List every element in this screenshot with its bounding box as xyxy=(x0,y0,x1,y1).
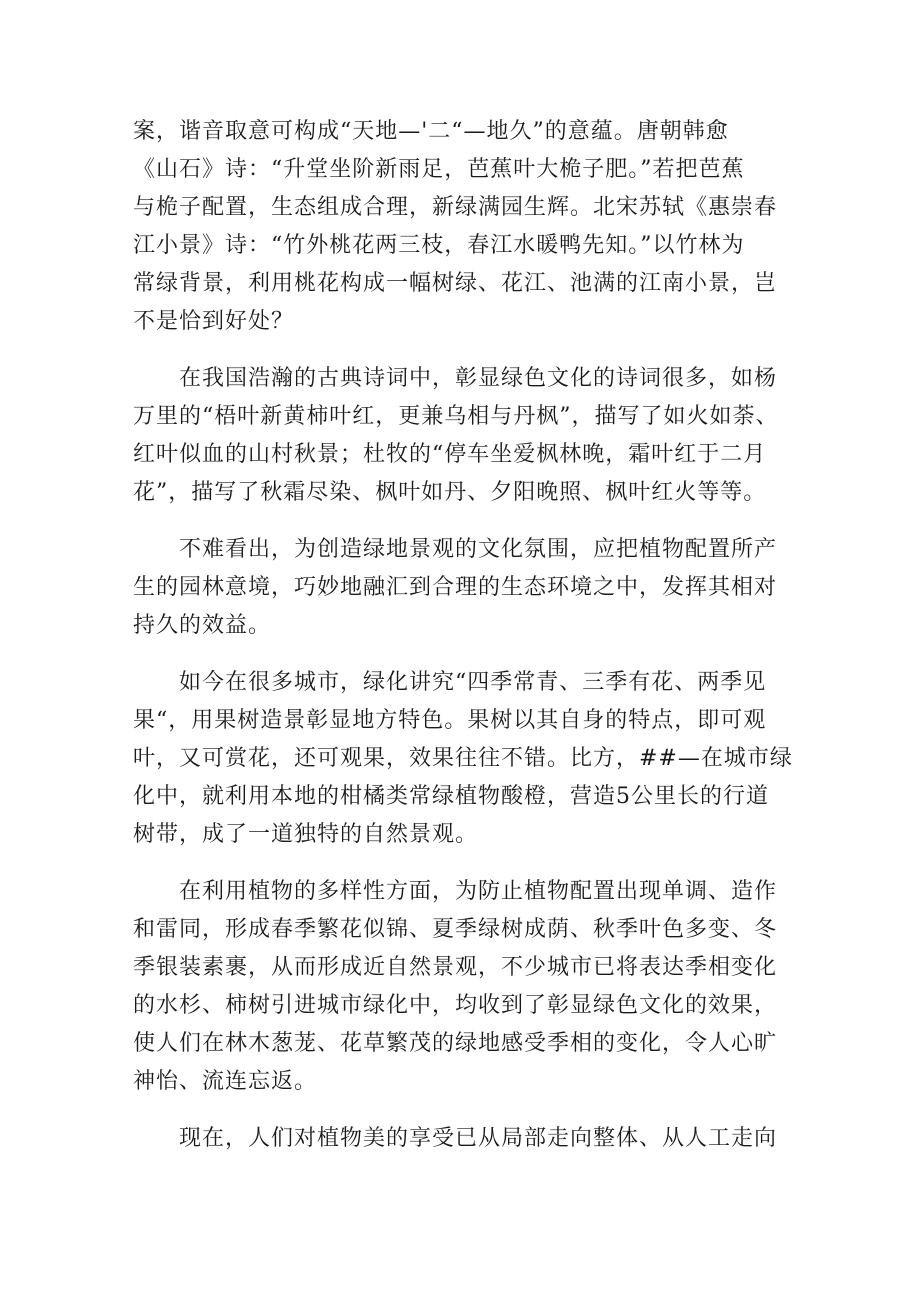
text-line: 持久的效益。 xyxy=(133,613,272,638)
text-line: 在利用植物的多样性方面，为防止植物配置出现单调、造作 xyxy=(179,879,778,904)
text-line: 的水杉、柿树引进城市绿化中，均收到了彰显绿色文化的效果， xyxy=(133,993,778,1018)
text-line: 不难看出，为创造绿地景观的文化氛围，应把植物配置所产 xyxy=(179,537,778,562)
paragraph-6 xyxy=(133,1120,793,1158)
text-line: 案，谐音取意可构成“天地—'二“—地久”的意蕴。唐朝韩愈 xyxy=(133,119,729,144)
paragraph-2 xyxy=(133,360,793,512)
text-line: 使人们在林木葱茏、花草繁茂的绿地感受季相的变化，令人心旷 xyxy=(133,1031,778,1056)
text-line: 现在，人们对植物美的享受已从局部走向整体、从人工走向 xyxy=(179,1126,778,1151)
text-line: 在我国浩瀚的古典诗词中，彰显绿色文化的诗词很多，如杨 xyxy=(179,366,778,391)
text-line: 《山石》诗：“升堂坐阶新雨足，芭蕉叶大桅子肥。”若把芭蕉 xyxy=(133,157,745,182)
paragraph-1 xyxy=(133,113,793,341)
text-line: 与桅子配置，生态组成合理，新绿满园生辉。北宋苏轼《惠崇春 xyxy=(133,195,778,220)
text-line: 不是恰到好处？ xyxy=(133,309,295,334)
document-body xyxy=(133,113,793,1158)
text-line: 叶，又可赏花，还可观果，效果往往不错。比方，##—在城市绿 xyxy=(133,746,793,771)
paragraph-3 xyxy=(133,531,793,645)
paragraph-5 xyxy=(133,873,793,1101)
text-line: 树带，成了一道独特的自然景观。 xyxy=(133,822,479,847)
text-line: 如今在很多城市，绿化讲究“四季常青、三季有花、两季见 xyxy=(179,670,767,695)
text-line: 江小景》诗：“竹外桃花两三枝，春江水暖鸭先知。”以竹林为 xyxy=(133,233,745,258)
text-line: 万里的“梧叶新黄柿叶红，更兼乌相与丹枫”，描写了如火如荼、 xyxy=(133,404,779,429)
text-line: 和雷同，形成春季繁花似锦、夏季绿树成荫、秋季叶色多变、冬 xyxy=(133,917,778,942)
text-line: 季银装素裹，从而形成近自然景观，不少城市已将表达季相变化 xyxy=(133,955,778,980)
text-line: 果“，用果树造景彰显地方特色。果树以其自身的特点，即可观 xyxy=(133,708,767,733)
text-line: 化中，就利用本地的柑橘类常绿植物酸橙，营造5公里长的行道 xyxy=(133,784,769,809)
text-line: 花”，描写了秋霜尽染、枫叶如丹、夕阳晚照、枫叶红火等等。 xyxy=(133,480,767,505)
text-line: 常绿背景，利用桃花构成一幅树绿、花江、池满的江南小景，岂 xyxy=(133,271,778,296)
paragraph-4 xyxy=(133,664,793,854)
text-line: 生的园林意境，巧妙地融汇到合理的生态环境之中，发挥其相对 xyxy=(133,575,778,600)
text-line: 红叶似血的山村秋景；杜牧的“停车坐爱枫林晚，霜叶红于二月 xyxy=(133,442,767,467)
text-line: 神怡、流连忘返。 xyxy=(133,1069,318,1094)
